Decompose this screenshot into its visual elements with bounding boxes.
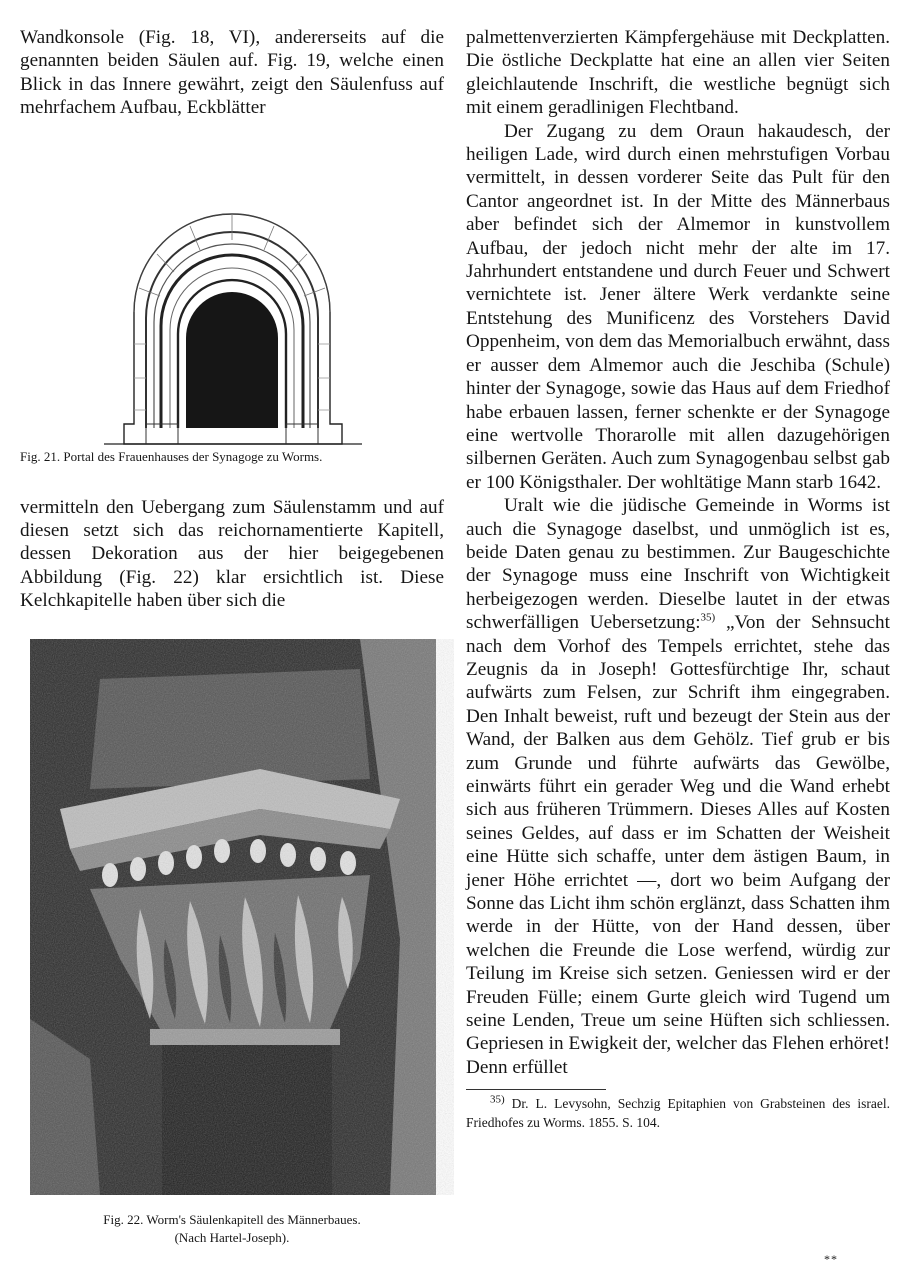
right-paragraph-1: palmettenverzierten Kämpfergehäuse mit Deckplatten. Die östliche Deckplatte hat eine an allen vier Seiten gleichlautende Inschrift, die westliche begnügt sich mit einem geradlinigen Flechtband.: [466, 27, 890, 119]
capital-photograph: [30, 639, 454, 1195]
left-column: [20, 26, 444, 1247]
footnote-35: [466, 1094, 890, 1132]
footnote-text: Dr. L. Levysohn, Sechzig Epitaphien von Grabsteinen des israel. Friedhofes zu Worms. 1855. S. 104.: [466, 1096, 890, 1131]
figure-21: [20, 128, 444, 466]
left-paragraph-2: vermitteln den Uebergang zum Säulenstamm und auf diesen setzt sich das reichornamentierte Kapitell, dessen Dekoration aus der hier beigegebenen Abbildung (Fig. 22) klar ersichtlich ist. Diese Kelchkapitelle haben über sich die: [20, 496, 444, 612]
figure-21-caption: Fig. 21. Portal des Frauenhauses der Synagoge zu Worms.: [20, 448, 323, 464]
footnote-number: 35): [490, 1093, 505, 1106]
figure-22-caption-line-1: Fig. 22. Worm's Säulenkapitell des Männerbaues.: [103, 1211, 361, 1227]
left-paragraph-1: Wandkonsole (Fig. 18, VI), andererseits auf die genannten beiden Säulen auf. Fig. 19, welche einen Blick in das Innere gewährt, zeigt den Säulenfuss auf mehrfachem Aufbau, Eckblätter: [20, 27, 444, 119]
footnote-divider: [466, 1089, 606, 1090]
right-paragraph-2: Der Zugang zu dem Oraun hakaudesch, der heiligen Lade, wird durch einen mehrstufigen Vorbau vermittelt, in dessen vorderer Seite das Pult für den Cantor angeordnet ist. In der Mitte des Männerbaus aber befindet sich der Almemor in kunstvollem Aufbau, der jedoch nicht mehr der alte im 17. Jahrhundert entstandene und durch Feuer und Schwert vernichtete ist. Jener ältere Werk verdankte seine Entstehung des Munificenz des Vorstehers David Oppenheim, von dem das Memorialbuch erwähnt, dass er ausser dem Almemor auch die Jeschiba (Schule) hinter der Synagoge, sowie das Haus auf dem Friedhof habe erbauen lassen, ferner schenkte er der Synagoge eine wertvolle Thorarolle mit allen dazugehörigen silbernen Geräten. Auch zum Synagogenbau selbst gab er 100 Königsthaler. Der wohltätige Mann starb 1642.: [466, 120, 890, 493]
right-paragraph-3: [466, 494, 890, 1079]
footnote-reference-35: 35): [700, 611, 716, 624]
figure-22-caption-line-2: (Nach Hartel-Joseph).: [174, 1229, 290, 1245]
figure-22: [20, 639, 444, 1247]
paragraph-3-start: Uralt wie die jüdische Gemeinde in Worms ist auch die Synagoge daselbst, und unmöglich ist es, beide Daten genau zu bestimmen. Zur Baugeschichte der Synagoge muss eine Inschrift von Wichtigkeit herbeigezogen werden. Dieselbe lautet in der etwas schwerfälligen Uebersetzung:: [466, 495, 890, 634]
signature-mark: **: [824, 1252, 838, 1266]
right-column: [466, 26, 890, 1132]
paragraph-3-inscription: „Von der Sehnsucht nach dem Vorhof des Tempels errichtet, stehe das Zeugnis da in Joseph! Gottesfürchtige Ihr, schaut aufwärts zum Felsen, zur Schrift ihm eingegraben. Den Inhalt beweist, ruft und bezeugt der Stein aus der Wand, der Balken aus dem Gehölz. Tief grub er bis zum Grunde und führte aufwärts das Gewölbe, einwärts führt ein gerader Weg und die Wand erhebt sich aus früheren Trümmern. Dieses Alles auf Kosten seines Geldes, auf dass er im Schatten der Weisheit eine Hütte sich schaffe, unter dem ästigen Baum, in jener Höhe errichtet —, dort wo beim Aufgang der Sonne das Licht ihm schön erglänzt, dass Schatten ihm werde in der Hütte, von der Hand dessen, über welchen die Freunde die Lose werfend, würdig zur Teilung im Kreise sich setzen. Geniessen wird er der Freuden Fülle; einem Gurte gleich wird Tugend um seine Lenden, Treue um seine Hüften sich schliessen. Gepriesen in Ewigkeit der, welcher das Flehen erhöret! Denn erfüllet: [466, 612, 890, 1078]
portal-illustration: [20, 128, 444, 448]
